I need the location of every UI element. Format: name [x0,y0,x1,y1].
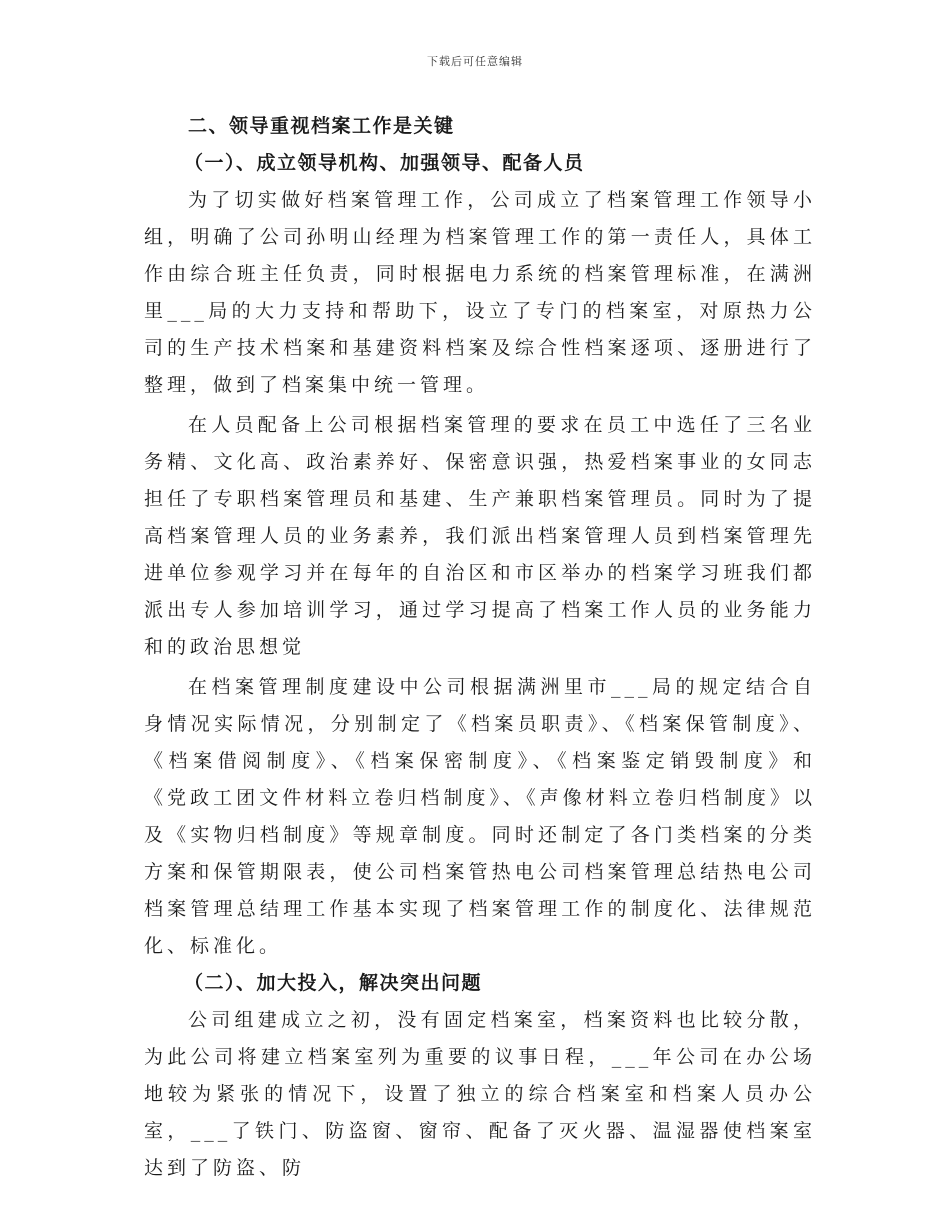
paragraph-regulations: 在档案管理制度建设中公司根据满洲里市___局的规定结合自身情况实际情况，分别制定了《档案员职责》、《档案保管制度》、《档案借阅制度》、《档案保密制度》、《档案鉴定销毁制度》和《党政工团文件材料立卷归档制度》、《声像材料立卷归档制度》以及《实物归档制度》等规章制度。同时还制定了各门类档案的分类方案和保管期限表，使公司档案管热电公司档案管理总结热电公司档案管理总结理工作基本实现了档案管理工作的制度化、法律规范化、标准化。 [144,676,816,957]
paragraph-staffing: 在人员配备上公司根据档案管理的要求在员工中选任了三名业务精、文化高、政治素养好、保密意识强，热爱档案事业的女同志担任了专职档案管理员和基建、生产兼职档案管理员。同时为了提高档案管理人员的业务素养，我们派出档案管理人员到档案管理先进单位参观学习并在每年的自治区和市区举办的档案学习班我们都派出专人参加培训学习，通过学习提高了档案工作人员的业务能力和的政治思想觉 [144,414,816,658]
page-header-note: 下载后可任意编辑 [427,55,523,68]
subsection-title-1: （一）、成立领导机构、加强领导、配备人员 [184,152,585,174]
paragraph-leadership-group: 为了切实做好档案管理工作，公司成立了档案管理工作领导小组，明确了公司孙明山经理为档案管理工作的第一责任人，具体工作由综合班主任负责，同时根据电力系统的档案管理标准，在满洲里___局的大力支持和帮助下，设立了专门的档案室，对原热力公司的生产技术档案和基建资料档案及综合性档案逐项、逐册进行了整理，做到了档案集中统一管理。 [144,189,816,396]
subsection-title-2: （二）、加大投入，解决突出问题 [184,972,483,994]
section-title: 二、领导重视档案工作是关键 [188,115,455,137]
document-body [144,108,816,1187]
paragraph-investment: 公司组建成立之初，没有固定档案室，档案资料也比较分散，为此公司将建立档案室列为重要的议事日程，___年公司在办公场地较为紧张的情况下，设置了独立的综合档案室和档案人员办公室，___了铁门、防盗窗、窗帘、配备了灭火器、温湿器使档案室达到了防盗、防 [144,1009,816,1179]
